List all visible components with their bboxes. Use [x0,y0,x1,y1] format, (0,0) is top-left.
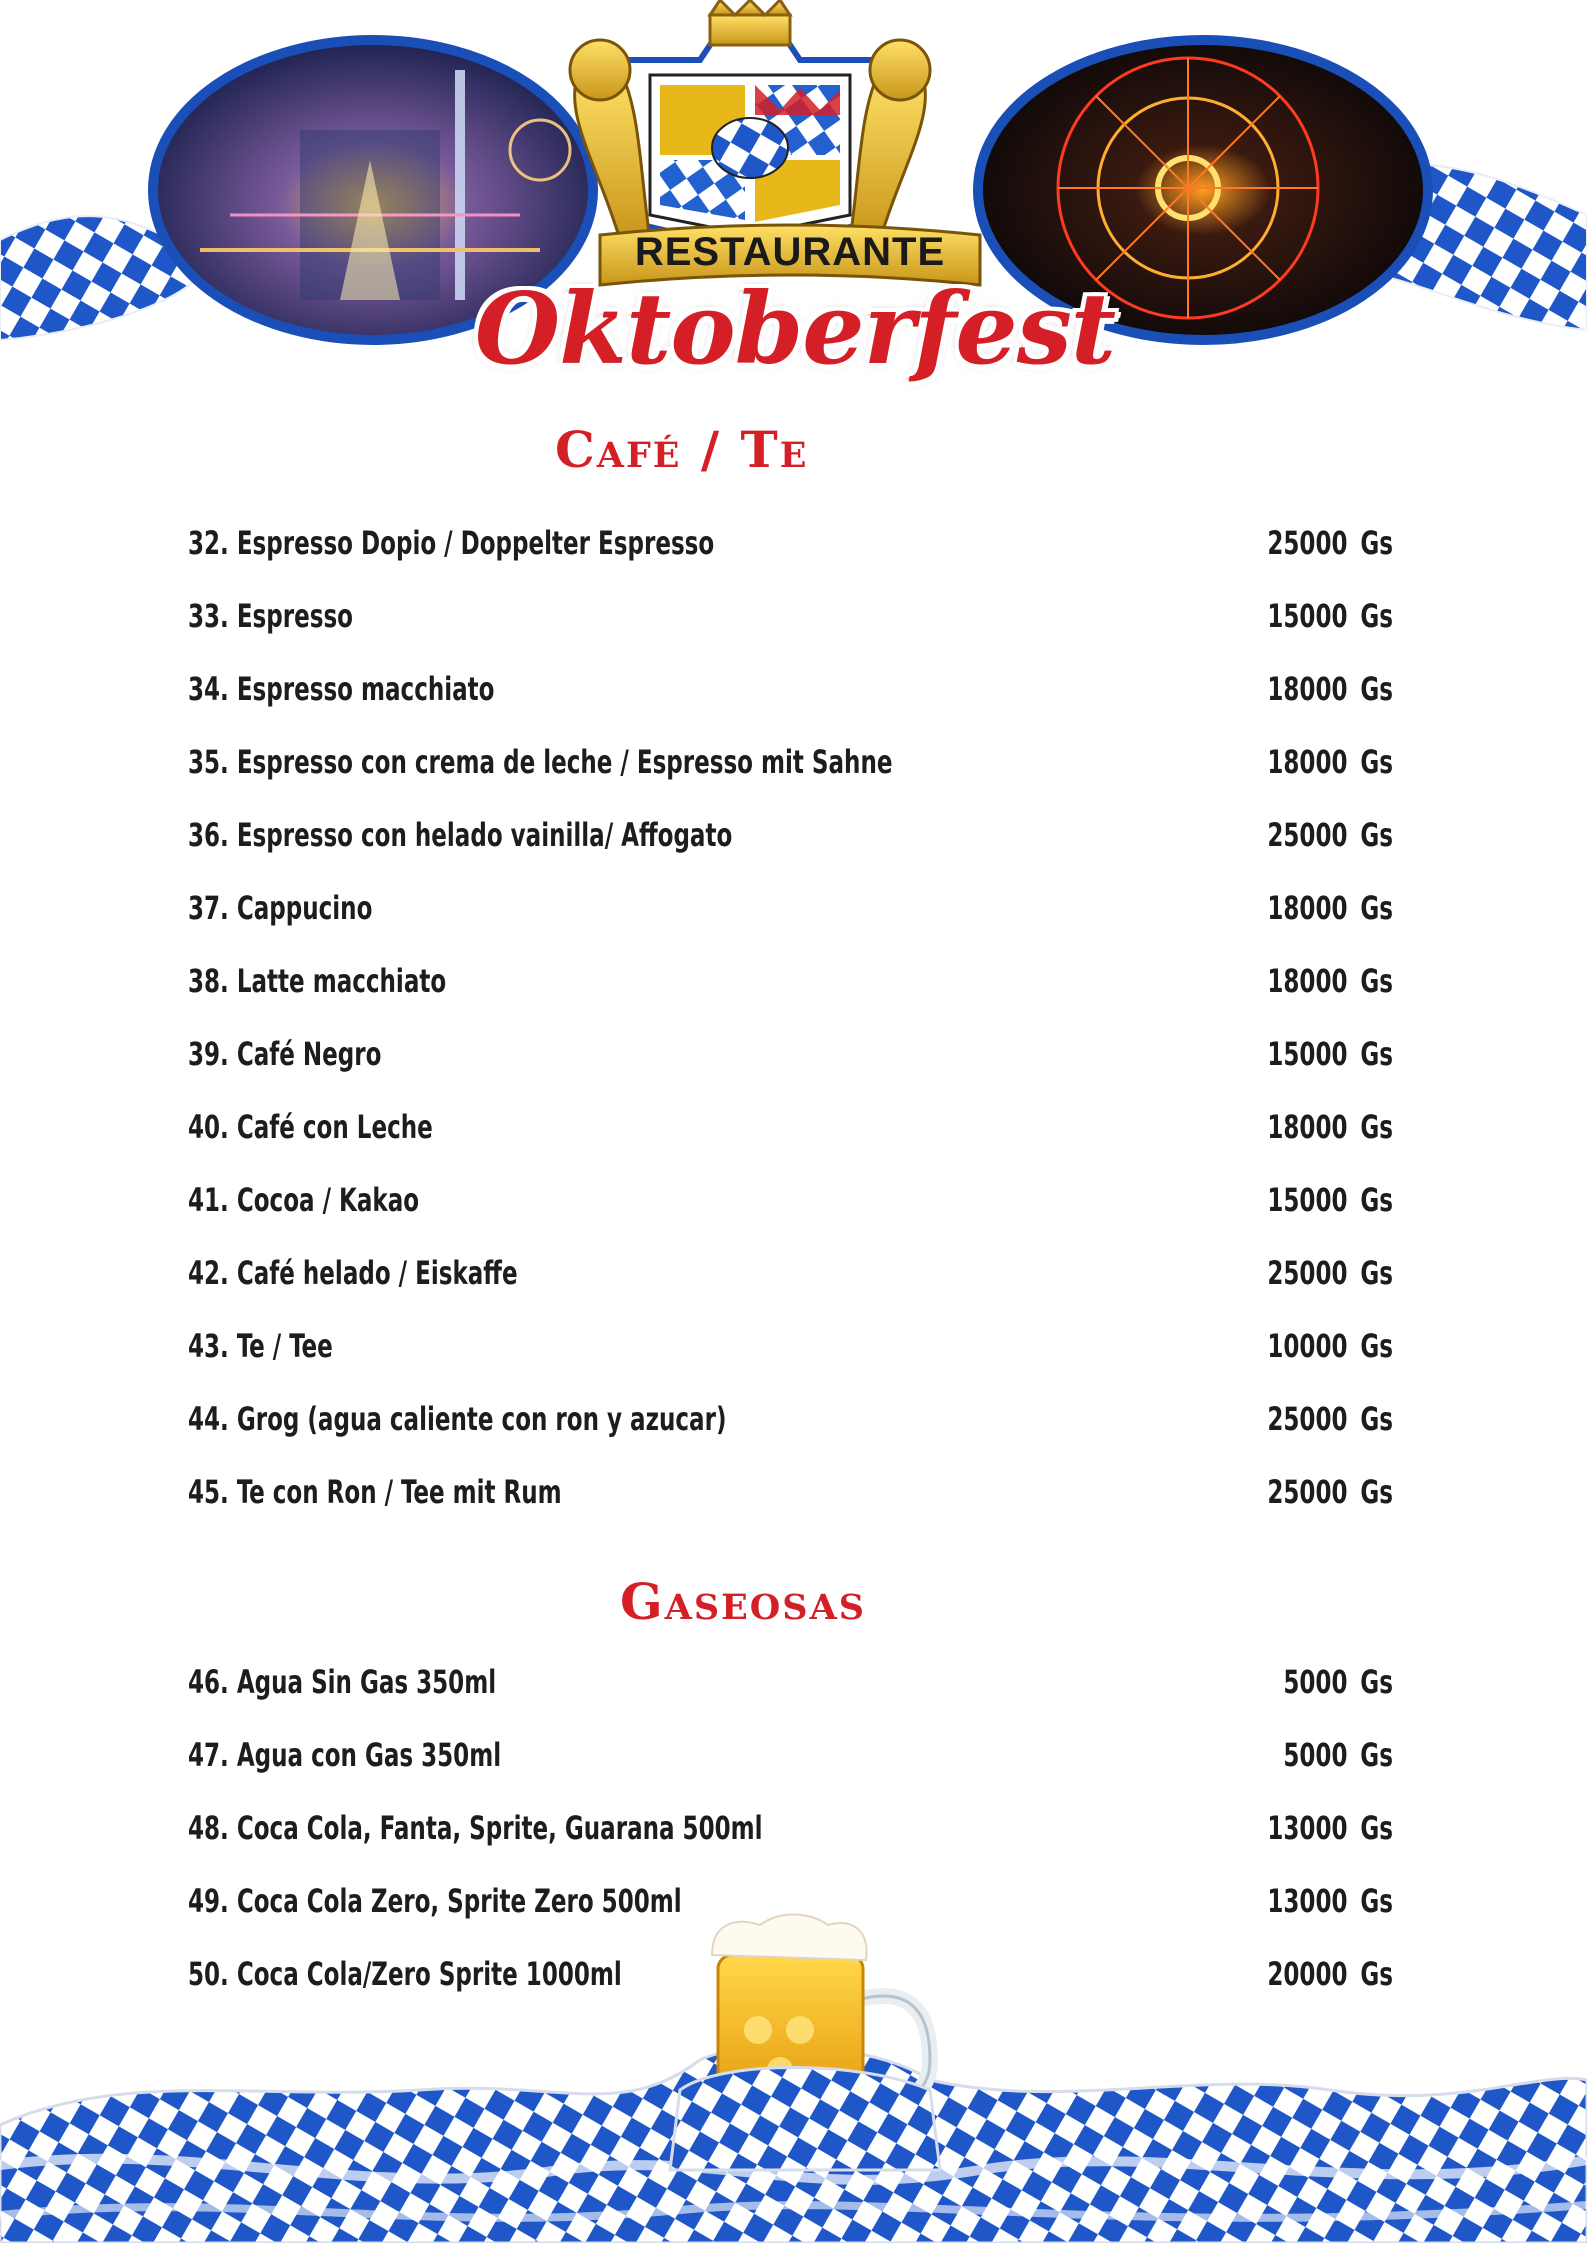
item-price: 20000 Gs [1267,1955,1393,1993]
menu-item [0,1871,1587,1931]
menu-item [0,1798,1587,1858]
section-title-cafe-te: Café / Te [555,420,809,479]
item-name: 47. Agua con Gas 350ml [188,1736,502,1774]
item-name: 49. Coca Cola Zero, Sprite Zero 500ml [188,1882,682,1920]
coat-of-arms [570,0,930,250]
item-price: 13000 Gs [1267,1882,1393,1920]
item-price: 25000 Gs [1267,1254,1393,1292]
item-price: 15000 Gs [1267,597,1393,635]
menu-item [0,1097,1587,1157]
menu-item [0,1170,1587,1230]
menu-item [0,586,1587,646]
menu-item [0,1024,1587,1084]
item-name: 33. Espresso [188,597,353,635]
item-name: 42. Café helado / Eiskaffe [188,1254,518,1292]
item-price: 25000 Gs [1267,524,1393,562]
menu-item [0,805,1587,865]
item-name: 48. Coca Cola, Fanta, Sprite, Guarana 500ml [188,1809,763,1847]
item-name: 34. Espresso macchiato [188,670,495,708]
item-name: 50. Coca Cola/Zero Sprite 1000ml [188,1955,622,1993]
menu-item [0,1389,1587,1449]
item-name: 37. Cappucino [188,889,373,927]
item-name: 44. Grog (agua caliente con ron y azucar) [188,1400,727,1438]
menu-item [0,1652,1587,1712]
section-title-gaseosas: Gaseosas [620,1572,867,1631]
menu-item [0,951,1587,1011]
restaurant-label: RESTAURANTE [634,230,946,274]
menu-item [0,732,1587,792]
menu-item [0,1243,1587,1303]
item-name: 35. Espresso con crema de leche / Espresso mit Sahne [188,743,893,781]
menu-item [0,513,1587,573]
menu-item [0,1462,1587,1522]
item-name: 40. Café con Leche [188,1108,433,1146]
item-name: 45. Te con Ron / Tee mit Rum [188,1473,562,1511]
menu-item [0,1725,1587,1785]
item-name: 46. Agua Sin Gas 350ml [188,1663,497,1701]
menu-item [0,1316,1587,1376]
item-name: 36. Espresso con helado vainilla/ Affogato [188,816,733,854]
item-price: 18000 Gs [1267,743,1393,781]
item-price: 15000 Gs [1267,1035,1393,1073]
menu-item [0,1944,1587,2004]
item-name: 39. Café Negro [188,1035,382,1073]
item-name: 41. Cocoa / Kakao [188,1181,420,1219]
item-name: 43. Te / Tee [188,1327,333,1365]
item-name: 38. Latte macchiato [188,962,447,1000]
item-name: 32. Espresso Dopio / Doppelter Espresso [188,524,715,562]
item-price: 18000 Gs [1267,670,1393,708]
item-price: 10000 Gs [1267,1327,1393,1365]
item-price: 18000 Gs [1267,1108,1393,1146]
item-price: 25000 Gs [1267,1400,1393,1438]
item-price: 15000 Gs [1267,1181,1393,1219]
menu-item [0,878,1587,938]
item-price: 18000 Gs [1267,889,1393,927]
item-price: 5000 Gs [1283,1663,1393,1701]
item-price: 25000 Gs [1267,1473,1393,1511]
item-price: 25000 Gs [1267,816,1393,854]
item-price: 13000 Gs [1267,1809,1393,1847]
restaurant-wordmark: Oktoberfest [474,272,1116,387]
item-price: 5000 Gs [1283,1736,1393,1774]
item-price: 18000 Gs [1267,962,1393,1000]
menu-item [0,659,1587,719]
